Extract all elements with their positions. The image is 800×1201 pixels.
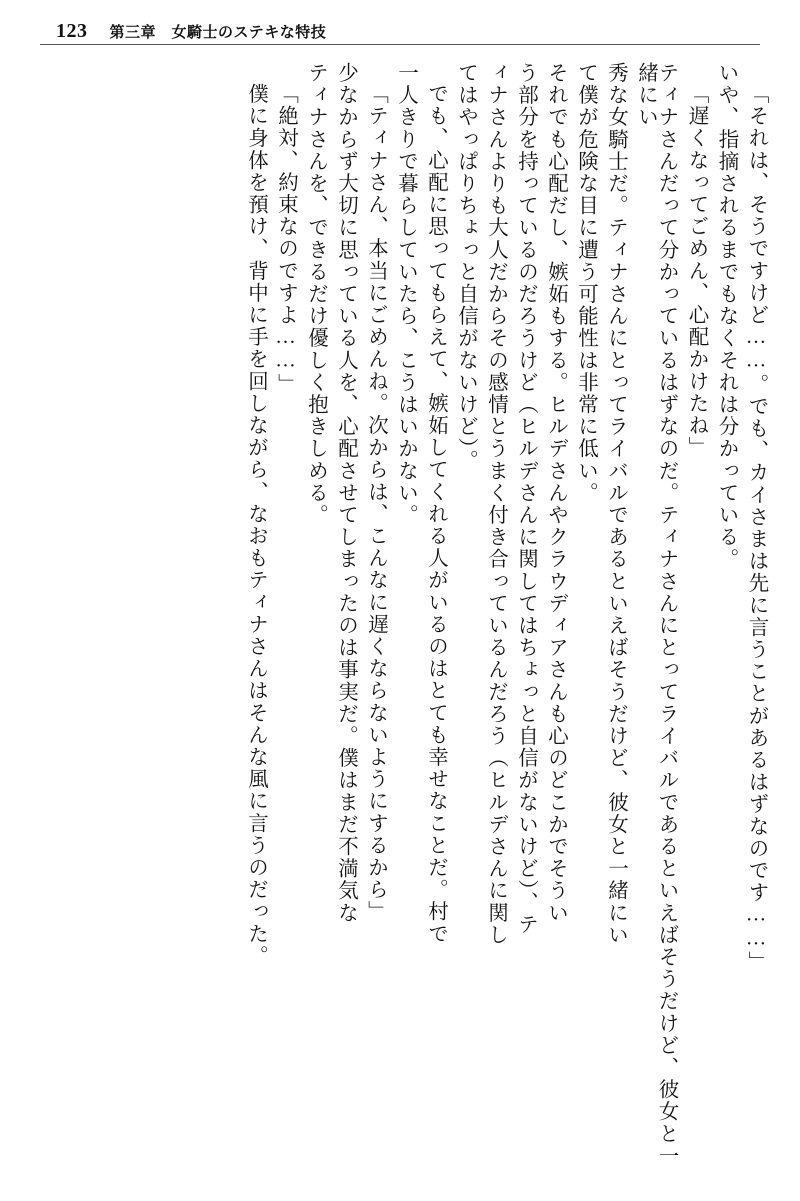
text-column: それでも心配だし、嫉妬もする。ヒルデさんやクラウディアさんも心のどこかでそうい: [544, 62, 567, 924]
text-column: てはやっぱりちょっと自信がないけど）。: [454, 62, 477, 472]
body-text-area: [34, 62, 766, 1182]
text-column: 「遅くなってごめん、心配かけたね」: [685, 83, 707, 459]
text-column: 秀な女騎士だ。ティナさんにとってライバルであるといえばそうだけど、彼女と一緒にい: [604, 62, 627, 946]
text-column: 一人きりで暮らしていたら、こうはいかない。: [394, 62, 417, 527]
text-column: ィナさんよりも大人だからその感情とうまく付き合っているんだろう（ヒルデさんに関し: [484, 62, 507, 946]
text-column: 「ティナさん、本当にごめんね。次からは、こんなに遅くならないようにするから」: [364, 83, 387, 923]
chapter-title: 第三章 女騎士のステキな特技: [109, 24, 327, 41]
text-column: いや、指摘されるまでもなくそれは分かっている。: [715, 62, 737, 571]
text-column: でも、心配に思ってもらえて、嫉妬してくれる人がいるのはとても幸せなことだ。村で: [424, 83, 447, 945]
text-column: 「絶対、約束なのですよ……」: [274, 83, 297, 396]
page-header: [0, 14, 800, 48]
text-column: ティナさんだって分かっているはずなのだ。ティナさんにとってライバルであるといえばそうだけど、彼女と一緒にい: [634, 62, 677, 1167]
text-column: 「それは、そうですけど……。でも、カイさまは先に言うことがあるはずなのです……」: [745, 83, 767, 973]
text-column: て僕が危険な目に遭う可能性は非常に低い。: [574, 62, 597, 504]
header-divider: [40, 44, 760, 45]
text-column: う部分を持っているのだろうけど（ヒルデさんに関してはちょっと自信がないけど）、テ: [514, 62, 537, 936]
text-column: 僕に身体を預け、背中に手を回しながら、なおもティナさんはそんな風に言うのだった。: [244, 83, 267, 967]
text-column: 少なからず大切に思っている人を、心配させてしまったのは事実だ。僕はまだ不満気な: [334, 62, 357, 924]
page-number: 123: [56, 19, 88, 42]
text-column: ティナさんを、できるだけ優しく抱きしめる。: [304, 62, 327, 527]
